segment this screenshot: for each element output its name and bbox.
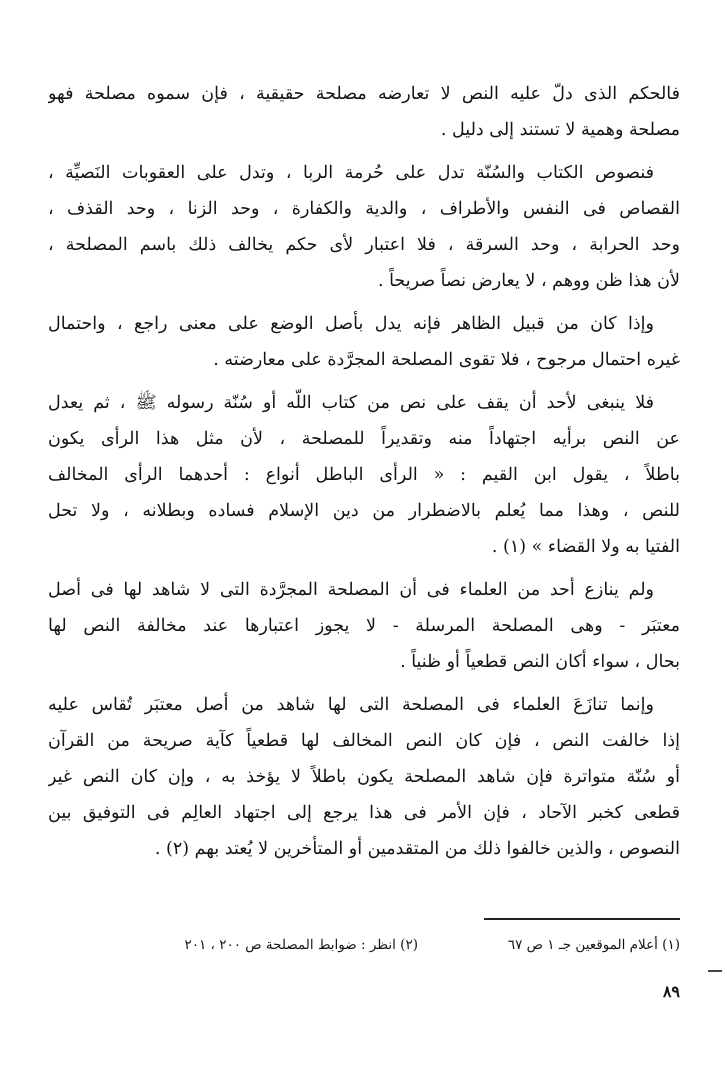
paragraph-4 bbox=[48, 385, 680, 565]
text-line: فنصوص الكتاب والسُنّة تدل على حُرمة الربا ، وتدل على العقوبات النَصيِّة ، bbox=[48, 163, 654, 183]
text-line: فلا ينبغى لأحد أن يقف على نص من كتاب اللّه أو سُنّة رسوله ﷺ ، ثم يعدل bbox=[48, 393, 654, 413]
text-line: القصاص فى النفس والأطراف ، والدية والكفارة ، وحد الزنا ، وحد القذف ، bbox=[48, 199, 680, 219]
text-line: عن النص برأيه اجتهاداً منه وتقديراً للمصلحة ، لأن مثل هذا الرأى يكون bbox=[48, 429, 680, 449]
text-line: وإذا كان من قبيل الظاهر فإنه يدل بأصل الوضع على معنى راجع ، واحتمال bbox=[48, 314, 654, 334]
text-line: أو سُنّة متواترة فإن شاهد المصلحة يكون باطلاً لا يؤخذ به ، وإن كان النص غير bbox=[48, 767, 680, 787]
text-line: غيره احتمال مرجوح ، فلا تقوى المصلحة المجرَّدة على معارضته . bbox=[213, 350, 680, 370]
text-line: النصوص ، والذين خالفوا ذلك من المتقدمين أو المتأخرين لا يُعتد بهم (٢) . bbox=[154, 839, 680, 859]
footnotes bbox=[100, 930, 680, 960]
footnote-1: (١) أعلام الموقعين جـ ١ ص ٦٧ bbox=[507, 937, 680, 953]
paragraph-2 bbox=[48, 155, 680, 299]
text-line: مصلحة وهمية لا تستند إلى دليل . bbox=[440, 120, 680, 140]
footnote-separator bbox=[484, 918, 680, 920]
paragraph-3 bbox=[48, 306, 680, 378]
text-line: إذا خالفت النص ، فإن كان النص المخالف لها قطعياً كآية صريحة من القرآن bbox=[48, 731, 680, 751]
edge-mark bbox=[708, 970, 722, 972]
text-line: الفتيا به ولا القضاء » (١) . bbox=[491, 537, 680, 557]
footnote-2: (٢) انظر : ضوابط المصلحة ص ٢٠٠ ، ٢٠١ bbox=[184, 937, 418, 953]
text-line: وإنما تنازَعَ العلماء فى المصلحة التى لها شاهد من أصل معتبَر تُقاس عليه bbox=[48, 695, 654, 715]
text-line: فالحكم الذى دلّ عليه النص لا تعارضه مصلحة حقيقية ، فإن سموه مصلحة فهو bbox=[48, 84, 680, 104]
paragraph-6 bbox=[48, 687, 680, 867]
paragraph-1 bbox=[48, 76, 680, 148]
text-line: بحال ، سواء أكان النص قطعياً أو ظنياً . bbox=[400, 652, 680, 672]
text-line: ولم ينازع أحد من العلماء فى أن المصلحة المجرَّدة التى لا شاهد لها فى أصل bbox=[48, 580, 654, 600]
body-text bbox=[48, 76, 680, 867]
page-number: ٨٩ bbox=[662, 982, 680, 1001]
text-line: لأن هذا ظن ووهم ، لا يعارض نصاً صريحاً . bbox=[377, 271, 680, 291]
text-line: قطعى كخبر الآحاد ، فإن الأمر فى هذا يرجع إلى اجتهاد العالِم فى التوفيق بين bbox=[48, 803, 680, 823]
text-line: وحد الحرابة ، وحد السرقة ، فلا اعتبار لأى حكم يخالف ذلك باسم المصلحة ، bbox=[48, 235, 680, 255]
text-line: باطلاً ، يقول ابن القيم : « الرأى الباطل أنواع : أحدهما الرأى المخالف bbox=[48, 465, 680, 485]
text-line: للنص ، وهذا مما يُعلم بالاضطرار من دين الإسلام فساده وبطلانه ، ولا تحل bbox=[48, 501, 680, 521]
paragraph-5 bbox=[48, 572, 680, 680]
text-line: معتبَر - وهى المصلحة المرسلة - لا يجوز اعتبارها عند مخالفة النص لها bbox=[48, 616, 680, 636]
